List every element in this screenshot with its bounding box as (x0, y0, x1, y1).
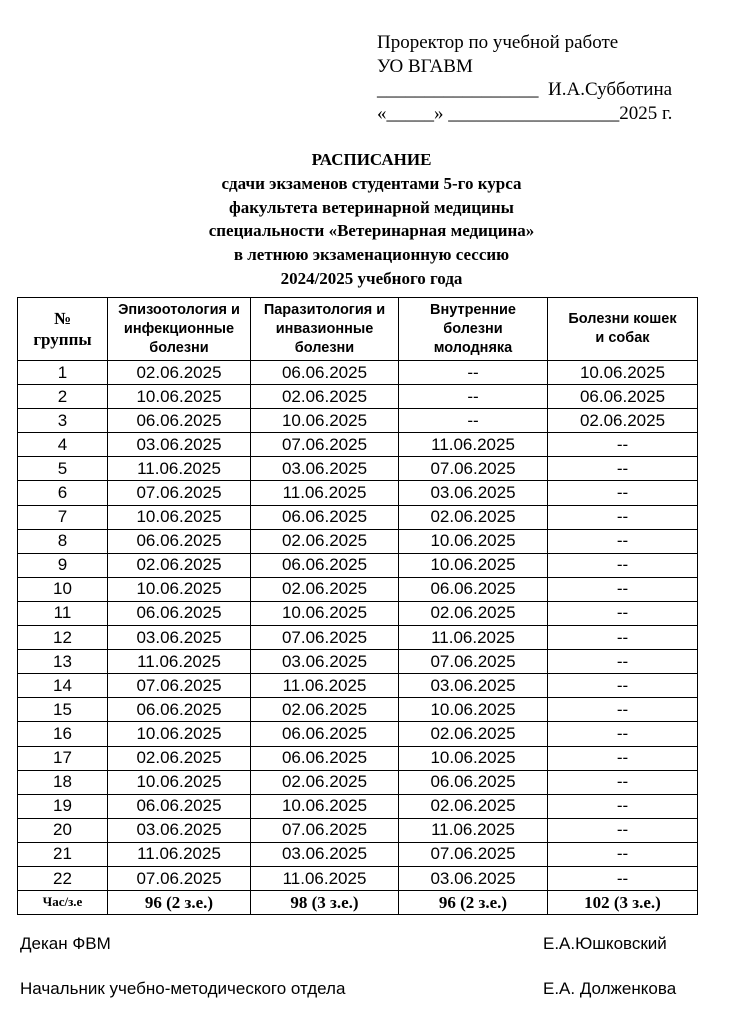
exam-date-cell: 06.06.2025 (251, 722, 399, 746)
exam-date-cell: -- (548, 794, 698, 818)
approval-block (377, 31, 672, 125)
table-row (18, 674, 698, 698)
title-line: 2024/2025 учебного года (280, 268, 463, 288)
table-row (18, 409, 698, 433)
exam-date-cell: 02.06.2025 (548, 409, 698, 433)
table-row (18, 553, 698, 577)
exam-date-cell: 06.06.2025 (399, 577, 548, 601)
exam-date-cell: 06.06.2025 (251, 553, 399, 577)
dean-title: Декан ФВМ (20, 934, 111, 953)
head-name: Е.А. Долженкова (543, 979, 677, 998)
exam-date-cell: 02.06.2025 (251, 577, 399, 601)
exam-date-cell: 03.06.2025 (251, 842, 399, 866)
exam-date-cell: 03.06.2025 (399, 674, 548, 698)
table-row (18, 433, 698, 457)
table-row (18, 457, 698, 481)
totals-row (18, 891, 698, 915)
group-number-cell: 7 (18, 505, 108, 529)
group-number-cell: 3 (18, 409, 108, 433)
exam-date-cell: 10.06.2025 (548, 361, 698, 385)
exam-date-cell: 02.06.2025 (251, 385, 399, 409)
exam-date-cell: 06.06.2025 (251, 746, 399, 770)
exam-date-cell: 10.06.2025 (251, 794, 399, 818)
table-row (18, 698, 698, 722)
exam-date-cell: 10.06.2025 (251, 409, 399, 433)
table-row (18, 722, 698, 746)
exam-date-cell: 03.06.2025 (108, 818, 251, 842)
group-number-cell: 10 (18, 577, 108, 601)
exam-date-cell: 07.06.2025 (399, 650, 548, 674)
table-row (18, 601, 698, 625)
table-row (18, 770, 698, 794)
exam-date-cell: 11.06.2025 (251, 481, 399, 505)
exam-date-cell: -- (548, 626, 698, 650)
group-number-cell: 20 (18, 818, 108, 842)
exam-date-cell: -- (548, 698, 698, 722)
exam-date-cell: 07.06.2025 (108, 674, 251, 698)
exam-date-cell: -- (399, 361, 548, 385)
exam-date-cell: 11.06.2025 (108, 842, 251, 866)
table-row (18, 626, 698, 650)
group-number-cell: 6 (18, 481, 108, 505)
exam-date-cell: 02.06.2025 (399, 505, 548, 529)
title-heading: РАСПИСАНИЕ (311, 150, 432, 169)
group-number-cell: 1 (18, 361, 108, 385)
exam-date-cell: 03.06.2025 (251, 650, 399, 674)
group-number-cell: 2 (18, 385, 108, 409)
exam-date-cell: 06.06.2025 (108, 794, 251, 818)
exam-date-cell: 02.06.2025 (251, 698, 399, 722)
header-internal-diseases: Внутренние болезни молодняка (399, 298, 548, 361)
document-title (0, 148, 743, 291)
exam-date-cell: -- (548, 842, 698, 866)
exam-date-cell: 02.06.2025 (108, 746, 251, 770)
table-row (18, 866, 698, 890)
exam-date-cell: -- (548, 481, 698, 505)
exam-date-cell: 06.06.2025 (108, 698, 251, 722)
exam-date-cell: 10.06.2025 (399, 553, 548, 577)
exam-date-cell: 02.06.2025 (108, 553, 251, 577)
group-number-cell: 17 (18, 746, 108, 770)
title-line: в летнюю экзаменационную сессию (233, 245, 510, 265)
exam-date-cell: -- (548, 722, 698, 746)
header-parasitology: Паразитология и инвазионные болезни (251, 298, 399, 361)
group-number-cell: 13 (18, 650, 108, 674)
exam-date-cell: 03.06.2025 (108, 626, 251, 650)
group-number-cell: 15 (18, 698, 108, 722)
table-row (18, 577, 698, 601)
group-number-cell: 18 (18, 770, 108, 794)
exam-date-cell: 10.06.2025 (251, 601, 399, 625)
exam-date-cell: 07.06.2025 (251, 818, 399, 842)
exam-date-cell: 07.06.2025 (399, 842, 548, 866)
exam-date-cell: -- (548, 457, 698, 481)
header-group-number: № группы (18, 298, 108, 361)
exam-date-cell: -- (548, 577, 698, 601)
exam-date-cell: 07.06.2025 (251, 433, 399, 457)
exam-date-cell: 06.06.2025 (399, 770, 548, 794)
totals-cell: 96 (2 з.е.) (399, 891, 548, 915)
table-row (18, 650, 698, 674)
approval-date-line: «_____» __________________2025 г. (377, 102, 673, 124)
group-number-cell: 19 (18, 794, 108, 818)
exam-date-cell: 07.06.2025 (399, 457, 548, 481)
exam-date-cell: -- (548, 650, 698, 674)
group-number-cell: 4 (18, 433, 108, 457)
group-number-cell: 22 (18, 866, 108, 890)
table-header-row (18, 298, 698, 361)
exam-date-cell: 07.06.2025 (108, 866, 251, 890)
exam-date-cell: -- (548, 433, 698, 457)
group-number-cell: 5 (18, 457, 108, 481)
head-title: Начальник учебно-методического отдела (20, 979, 346, 998)
group-number-cell: 11 (18, 601, 108, 625)
group-number-cell: 16 (18, 722, 108, 746)
table-row (18, 481, 698, 505)
group-number-cell: 9 (18, 553, 108, 577)
dean-name: Е.А.Юшковский (543, 934, 667, 953)
group-number-cell: 21 (18, 842, 108, 866)
approval-signature-line: _________________ И.А.Субботина (377, 79, 673, 100)
exam-date-cell: 06.06.2025 (108, 601, 251, 625)
exam-date-cell: 03.06.2025 (399, 481, 548, 505)
exam-date-cell: 06.06.2025 (108, 529, 251, 553)
exam-date-cell: 06.06.2025 (108, 409, 251, 433)
exam-date-cell: 03.06.2025 (399, 866, 548, 890)
totals-cell: 96 (2 з.е.) (108, 891, 251, 915)
table-row (18, 385, 698, 409)
schedule-table (17, 297, 698, 915)
exam-date-cell: 10.06.2025 (108, 505, 251, 529)
exam-date-cell: 10.06.2025 (108, 385, 251, 409)
exam-date-cell: 02.06.2025 (251, 529, 399, 553)
exam-date-cell: 10.06.2025 (399, 529, 548, 553)
exam-date-cell: 11.06.2025 (108, 457, 251, 481)
exam-date-cell: -- (548, 866, 698, 890)
exam-date-cell: 11.06.2025 (399, 818, 548, 842)
exam-date-cell: -- (399, 409, 548, 433)
group-number-cell: 8 (18, 529, 108, 553)
header-cats-dogs: Болезни кошек и собак (548, 298, 698, 361)
totals-label: Час/з.е (18, 891, 108, 915)
exam-date-cell: 11.06.2025 (251, 674, 399, 698)
exam-date-cell: 06.06.2025 (251, 505, 399, 529)
exam-date-cell: 06.06.2025 (548, 385, 698, 409)
exam-date-cell: 03.06.2025 (108, 433, 251, 457)
exam-date-cell: -- (399, 385, 548, 409)
exam-date-cell: -- (548, 601, 698, 625)
exam-date-cell: 10.06.2025 (108, 577, 251, 601)
table-row (18, 361, 698, 385)
exam-date-cell: 11.06.2025 (251, 866, 399, 890)
exam-date-cell: 02.06.2025 (251, 770, 399, 794)
exam-date-cell: 03.06.2025 (251, 457, 399, 481)
header-epizootology: Эпизоотология и инфекционные болезни (108, 298, 251, 361)
exam-date-cell: 02.06.2025 (108, 361, 251, 385)
exam-date-cell: 11.06.2025 (399, 433, 548, 457)
group-number-cell: 12 (18, 626, 108, 650)
table-row (18, 842, 698, 866)
table-row (18, 794, 698, 818)
exam-date-cell: 07.06.2025 (108, 481, 251, 505)
exam-date-cell: 10.06.2025 (108, 722, 251, 746)
exam-date-cell: -- (548, 674, 698, 698)
table-row (18, 746, 698, 770)
title-line: сдачи экзаменов студентами 5-го курса (221, 173, 522, 193)
totals-cell: 102 (3 з.е.) (548, 891, 698, 915)
exam-date-cell: 10.06.2025 (399, 698, 548, 722)
exam-date-cell: -- (548, 529, 698, 553)
exam-date-cell: 10.06.2025 (399, 746, 548, 770)
table-row (18, 818, 698, 842)
exam-date-cell: 02.06.2025 (399, 722, 548, 746)
exam-date-cell: -- (548, 553, 698, 577)
group-number-cell: 14 (18, 674, 108, 698)
table-row (18, 505, 698, 529)
approval-position: Проректор по учебной работе (377, 32, 619, 53)
exam-date-cell: 10.06.2025 (108, 770, 251, 794)
exam-date-cell: 11.06.2025 (399, 626, 548, 650)
exam-date-cell: 06.06.2025 (251, 361, 399, 385)
table-row (18, 529, 698, 553)
totals-cell: 98 (3 з.е.) (251, 891, 399, 915)
exam-date-cell: -- (548, 505, 698, 529)
title-line: факультета ветеринарной медицины (229, 197, 514, 217)
exam-date-cell: 11.06.2025 (108, 650, 251, 674)
exam-date-cell: -- (548, 746, 698, 770)
exam-date-cell: 02.06.2025 (399, 601, 548, 625)
approval-organization: УО ВГАВМ (377, 55, 473, 77)
exam-date-cell: 02.06.2025 (399, 794, 548, 818)
exam-date-cell: -- (548, 818, 698, 842)
title-line: специальности «Ветеринарная медицина» (208, 221, 535, 241)
exam-date-cell: -- (548, 770, 698, 794)
exam-date-cell: 07.06.2025 (251, 626, 399, 650)
